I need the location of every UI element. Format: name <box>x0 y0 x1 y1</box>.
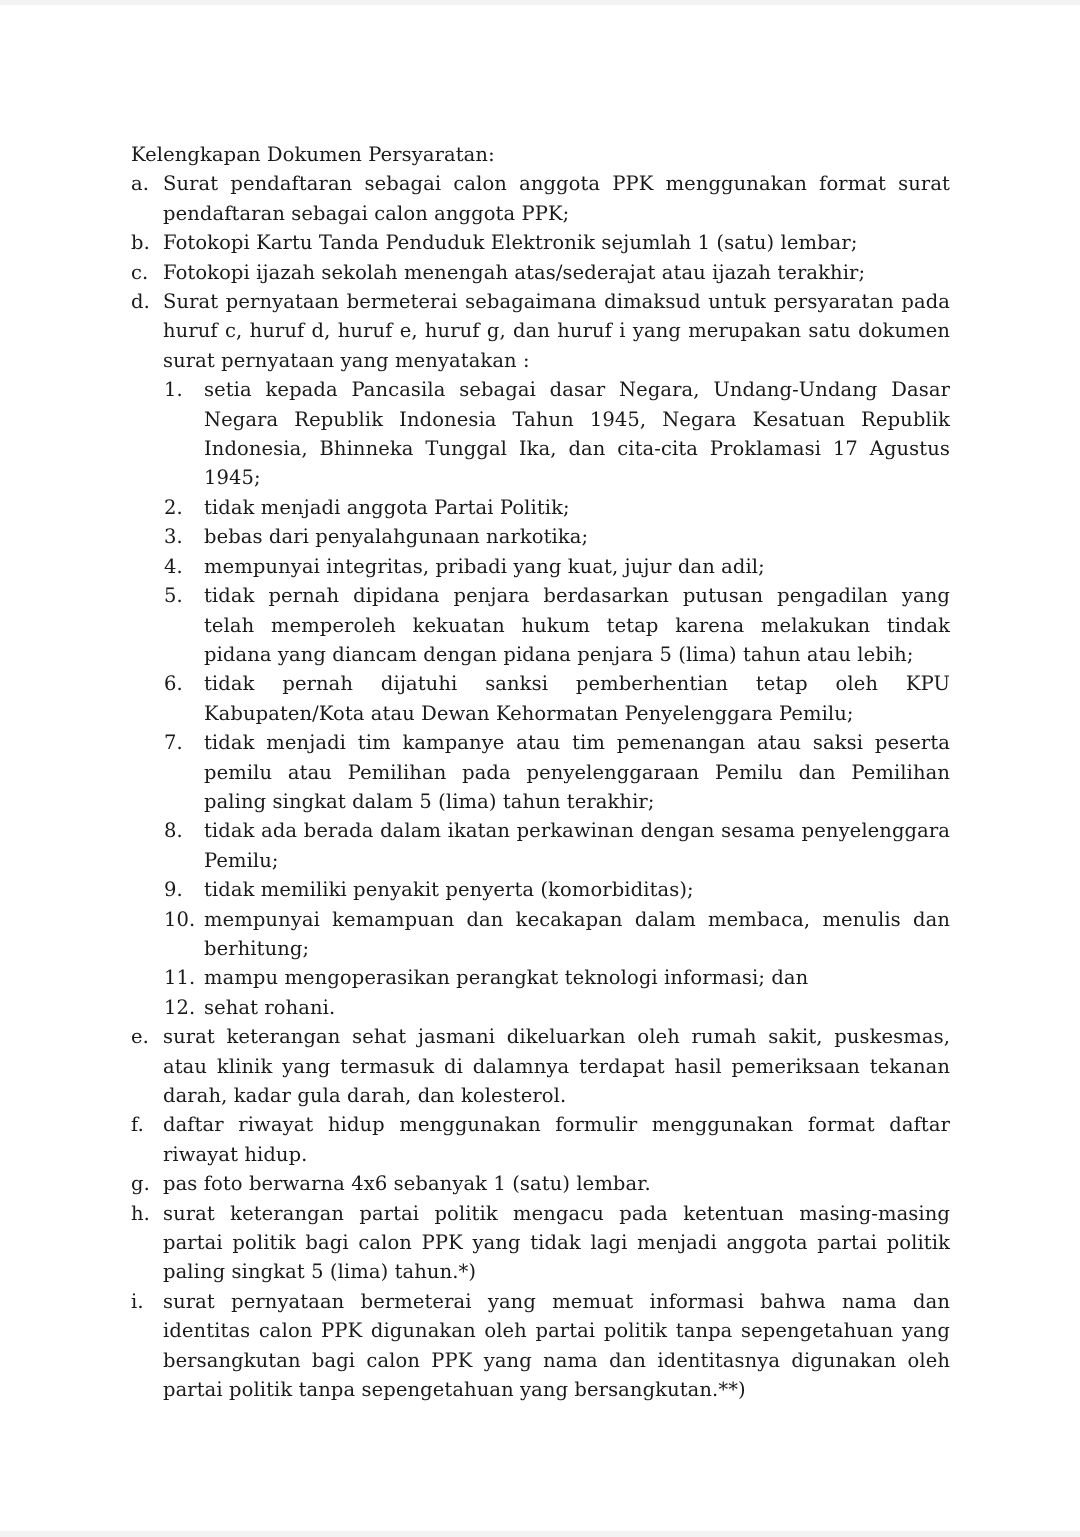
item-label: i. <box>131 1289 144 1313</box>
requirement-item-g <box>131 1169 950 1198</box>
item-label: d. <box>131 290 150 314</box>
item-label: e. <box>131 1025 149 1049</box>
item-text: Fotokopi Kartu Tanda Penduduk Elektronik sejumlah 1 (satu) lembar; <box>163 231 858 255</box>
item-text: surat keterangan partai politik mengacu pada ketentuan masing-masing partai politik bagi calon PPK yang tidak lagi menjadi anggota partai politik paling singkat 5 (lima) tahun.*) <box>163 1201 950 1284</box>
item-text: pas foto berwarna 4x6 sebanyak 1 (satu) lembar. <box>163 1172 651 1196</box>
item-label: a. <box>131 172 150 196</box>
item-label: g. <box>131 1172 150 1196</box>
requirement-item-b <box>131 228 950 257</box>
subitem-number: 12. <box>164 995 196 1019</box>
subitem-number: 2. <box>164 495 183 519</box>
statement-item-6 <box>131 669 950 728</box>
statement-item-9 <box>131 875 950 904</box>
subitem-text: tidak menjadi anggota Partai Politik; <box>204 495 570 519</box>
subitem-text: tidak pernah dipidana penjara berdasarkan putusan pengadilan yang telah memperoleh kekuatan hukum tetap karena melakukan tindak pidana yang diancam dengan pidana penjara 5 (lima) tahun atau lebih; <box>204 584 950 666</box>
statement-item-8 <box>131 816 950 875</box>
subitem-number: 10. <box>164 907 196 931</box>
subitem-number: 1. <box>164 378 183 402</box>
item-label: h. <box>131 1201 150 1225</box>
item-text: Surat pendaftaran sebagai calon anggota PPK menggunakan format surat pendaftaran sebagai calon anggota PPK; <box>163 172 950 225</box>
item-label: c. <box>131 260 149 284</box>
subitem-text: bebas dari penyalahgunaan narkotika; <box>204 525 589 549</box>
subitem-text: tidak pernah dijatuhi sanksi pemberhentian tetap oleh KPU Kabupaten/Kota atau Dewan Kehormatan Penyelenggara Pemilu; <box>204 672 950 725</box>
requirement-item-e <box>131 1022 950 1110</box>
statement-item-2 <box>131 493 950 522</box>
subitem-number: 5. <box>164 584 183 608</box>
subitem-number: 9. <box>164 878 183 902</box>
requirement-item-h <box>131 1199 950 1287</box>
statement-item-7 <box>131 728 950 816</box>
subitem-text: mampu mengoperasikan perangkat teknologi informasi; dan <box>204 966 809 990</box>
subitem-text: mempunyai kemampuan dan kecakapan dalam membaca, menulis dan berhitung; <box>204 907 950 960</box>
subitem-number: 11. <box>164 966 196 990</box>
document-body <box>131 140 950 1404</box>
subitem-number: 3. <box>164 525 183 549</box>
subitem-text: tidak menjadi tim kampanye atau tim pemenangan atau saksi peserta pemilu atau Pemilihan pada penyelenggaraan Pemilu dan Pemilihan paling singkat dalam 5 (lima) tahun terakhir; <box>204 731 950 813</box>
document-page <box>0 5 1080 1531</box>
statement-item-12 <box>131 993 950 1022</box>
statement-item-11 <box>131 963 950 992</box>
requirement-item-i <box>131 1287 950 1405</box>
requirement-item-f <box>131 1110 950 1169</box>
item-label: b. <box>131 231 150 255</box>
item-text: surat keterangan sehat jasmani dikeluarkan oleh rumah sakit, puskesmas, atau klinik yang termasuk di dalamnya terdapat hasil pemeriksaan tekanan darah, kadar gula darah, dan kolesterol. <box>163 1025 950 1107</box>
subitem-number: 8. <box>164 819 183 843</box>
subitem-text: tidak ada berada dalam ikatan perkawinan dengan sesama penyelenggara Pemilu; <box>204 819 950 872</box>
statement-item-10 <box>131 905 950 964</box>
subitem-text: mempunyai integritas, pribadi yang kuat, jujur dan adil; <box>204 554 765 578</box>
item-text: surat pernyataan bermeterai yang memuat informasi bahwa nama dan identitas calon PPK digunakan oleh partai politik tanpa sepengetahuan yang bersangkutan bagi calon PPK yang nama dan identitasnya digunakan oleh partai politik tanpa sepengetahuan yang bersangkutan.**) <box>163 1289 950 1402</box>
item-text: Surat pernyataan bermeterai sebagaimana dimaksud untuk persyaratan pada huruf c, huruf d, huruf e, huruf g, dan huruf i yang merupakan satu dokumen surat pernyataan yang menyatakan : <box>163 290 950 372</box>
requirement-item-c <box>131 258 950 287</box>
subitem-text: tidak memiliki penyakit penyerta (komorbiditas); <box>204 878 694 902</box>
subitem-text: sehat rohani. <box>204 995 336 1019</box>
requirement-item-a <box>131 169 950 228</box>
item-text: Fotokopi ijazah sekolah menengah atas/sederajat atau ijazah terakhir; <box>163 260 866 284</box>
requirement-item-d <box>131 287 950 375</box>
subitem-number: 4. <box>164 554 183 578</box>
subitem-text: setia kepada Pancasila sebagai dasar Negara, Undang-Undang Dasar Negara Republik Indonesia Tahun 1945, Negara Kesatuan Republik Indonesia, Bhinneka Tunggal Ika, dan cita-cita Proklamasi 17 Agustus 1945; <box>204 378 950 490</box>
item-label: f. <box>131 1113 144 1137</box>
statement-item-3 <box>131 522 950 551</box>
statement-item-5 <box>131 581 950 669</box>
section-title: Kelengkapan Dokumen Persyaratan: <box>131 143 495 166</box>
subitem-number: 6. <box>164 672 183 696</box>
subitem-number: 7. <box>164 731 183 755</box>
statement-item-4 <box>131 552 950 581</box>
statement-item-1 <box>131 375 950 493</box>
item-text: daftar riwayat hidup menggunakan formulir menggunakan format daftar riwayat hidup. <box>163 1113 950 1166</box>
